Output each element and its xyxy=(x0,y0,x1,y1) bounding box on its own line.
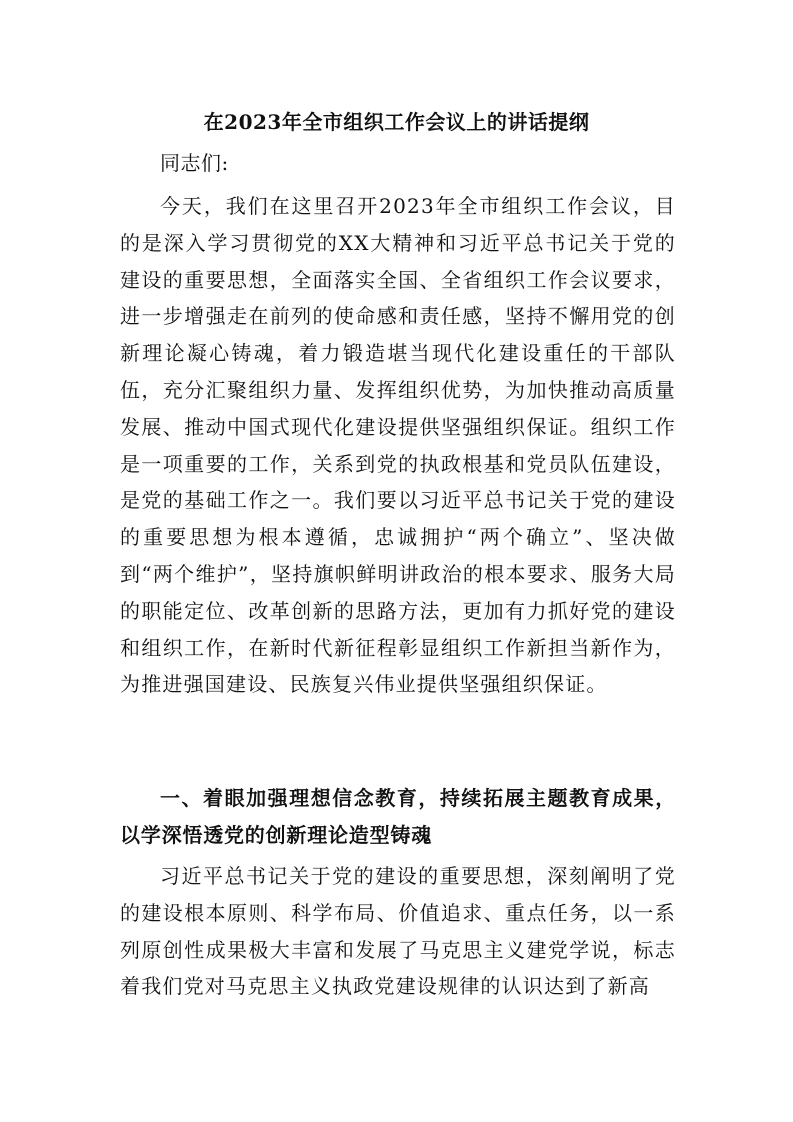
document-title: 在2023年全市组织工作会议上的讲话提纲 xyxy=(203,110,590,134)
greeting: 同志们: xyxy=(160,151,229,175)
section-paragraph: 习近平总书记关于党的建设的重要思想，深刻阐明了党的建设根本原则、科学布局、价值追求、重点任务，以一系列原创性成果极大丰富和发展了马克思主义建党学说，标志着我们党对马克思主义执政党建设规律的认识达到了新高 xyxy=(120,864,676,999)
section-heading: 一、着眼加强理想信念教育，持续拓展主题教育成果，以学深悟透党的创新理论造型铸魂 xyxy=(120,786,676,847)
intro-paragraph: 今天，我们在这里召开2023年全市组织工作会议，目的是深入学习贯彻党的XX大精神和习近平总书记关于党的建设的重要思想，全面落实全国、全省组织工作会议要求，进一步增强走在前列的使命感和责任感，坚持不懈用党的创新理论凝心铸魂，着力锻造堪当现代化建设重任的干部队伍，充分汇聚组织力量、发挥组织优势，为加快推动高质量发展、推动中国式现代化建设提供坚强组织保证。组织工作是一项重要的工作，关系到党的执政根基和党员队伍建设，是党的基础工作之一。我们要以习近平总书记关于党的建设的重要思想为根本遵循，忠诚拥护“两个确立”、坚决做到“两个维护”，坚持旗帜鲜明讲政治的根本要求、服务大局的职能定位、改革创新的思路方法，更加有力抓好党的建设和组织工作，在新时代新征程彰显组织工作新担当新作为，为推进强国建设、民族复兴伟业提供坚强组织保证。 xyxy=(120,194,676,697)
